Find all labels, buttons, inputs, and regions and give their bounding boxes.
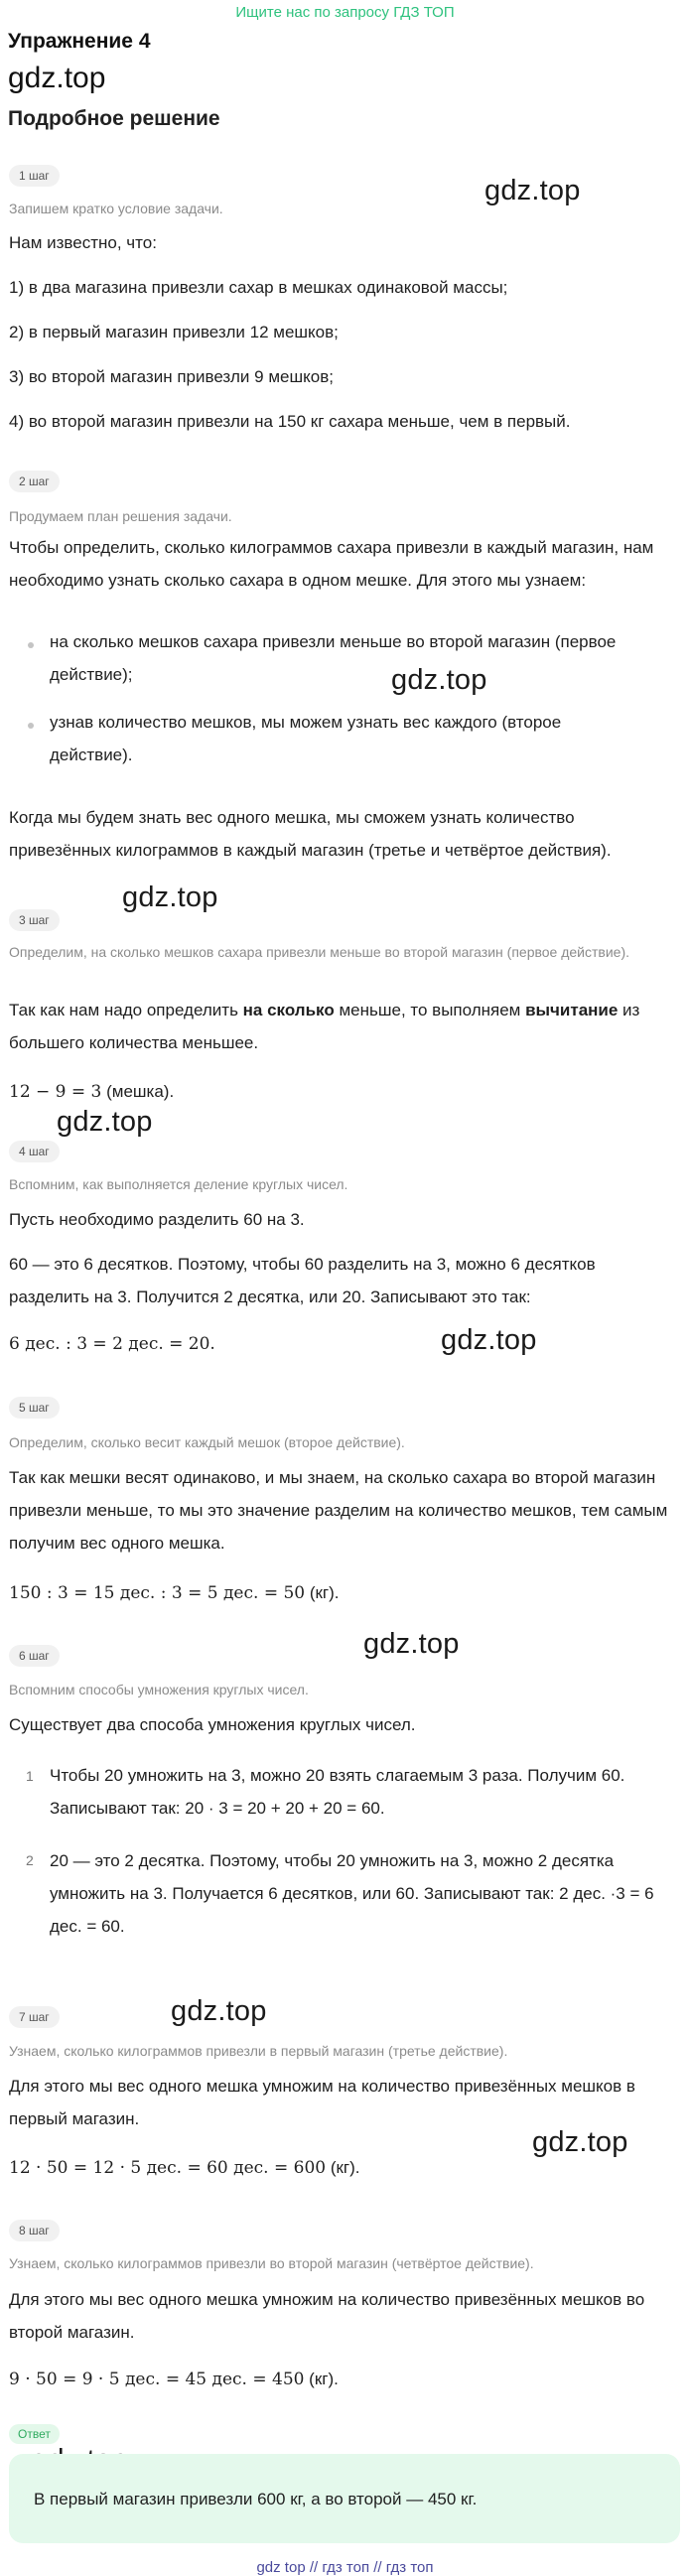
step-badge: 5 шаг	[9, 1397, 60, 1419]
formula-unit: (кг).	[326, 2158, 360, 2177]
step-badge: 1 шаг	[9, 165, 60, 187]
watermark: gdz.top	[484, 175, 581, 206]
formula	[9, 2363, 674, 2396]
condition-item: 3) во второй магазин привезли 9 мешков;	[9, 367, 334, 386]
step-hint: Вспомним, как выполняется деление круглых чисел.	[9, 1176, 348, 1192]
bold-term: вычитание	[525, 1001, 619, 1019]
step-hint: Определим, на сколько мешков сахара привезли меньше во второй магазин (первое действие).	[9, 944, 630, 960]
step-text: 60 — это 6 десятков. Поэтому, чтобы 60 разделить на 3, можно 6 десятков разделить на 3. Получится 2 десятка, или 20. Записывают это так:	[9, 1255, 596, 1306]
bullet-item: на сколько мешков сахара привезли меньше во второй магазин (первое действие);	[50, 632, 617, 684]
step-text	[9, 994, 674, 1059]
list-number: 2	[26, 1852, 34, 1868]
formula	[9, 2151, 674, 2185]
condition-item: 4) во второй магазин привезли на 150 кг сахара меньше, чем в первый.	[9, 412, 571, 431]
step-hint: Запишем кратко условие задачи.	[9, 201, 223, 216]
formula-unit: (мешка).	[101, 1082, 175, 1101]
step-badge: 7 шаг	[9, 2006, 60, 2028]
list-number: 1	[26, 1768, 34, 1784]
step-badge: 6 шаг	[9, 1645, 60, 1667]
footer-links[interactable]: gdz top // гдз топ // гдз топ	[256, 2559, 434, 2576]
condition-item: 1) в два магазина привезли сахар в мешках одинаковой массы;	[9, 278, 508, 297]
step-text: Для этого мы вес одного мешка умножим на количество привезённых мешков во второй магазин.	[9, 2290, 645, 2342]
text-part: меньше, то выполняем	[334, 1001, 526, 1019]
top-banner[interactable]: Ищите нас по запросу ГДЗ ТОП	[235, 4, 455, 21]
bullet-item: узнав количество мешков, мы можем узнать вес каждого (второе действие).	[50, 713, 562, 764]
formula-math: 150 : 3 = 15 дес. : 3 = 5 дес. = 50	[9, 1583, 306, 1603]
step-text: Нам известно, что:	[9, 233, 157, 252]
formula-math: 12 · 50 = 12 · 5 дес. = 60 дес. = 600	[9, 2158, 327, 2178]
formula: 6 дес. : 3 = 2 дес. = 20.	[9, 1334, 215, 1354]
step-hint: Вспомним способы умножения круглых чисел.	[9, 1682, 309, 1697]
answer-badge: Ответ	[9, 2424, 60, 2444]
step-badge: 4 шаг	[9, 1141, 60, 1162]
watermark: gdz.top	[441, 1324, 537, 1356]
watermark: gdz.top	[532, 2126, 628, 2158]
step-badge: 3 шаг	[9, 909, 60, 931]
step-text: Когда мы будем знать вес одного мешка, мы сможем узнать количество привезённых килограммов в каждый магазин (третье и четвёртое действия).	[9, 808, 612, 860]
step-text: Чтобы определить, сколько килограммов сахара привезли в каждый магазин, нам необходимо узнать сколько сахара в одном мешке. Для этого мы узнаем:	[9, 538, 654, 590]
solution-heading: Подробное решение	[8, 107, 220, 130]
bullet-dot	[28, 723, 34, 729]
formula-unit: (кг).	[305, 1583, 340, 1602]
text-part: Так как нам надо определить	[9, 1001, 243, 1019]
step-badge: 8 шаг	[9, 2220, 60, 2241]
watermark: gdz.top	[171, 1995, 267, 2027]
step-text: Пусть необходимо разделить 60 на 3.	[9, 1210, 305, 1229]
list-item: 20 — это 2 десятка. Поэтому, чтобы 20 умножить на 3, можно 2 десятка умножить на 3. Получается 6 десятков, или 60. Записывают так: 2 дес. ·3 = 6 дес. = 60.	[50, 1851, 654, 1936]
step-hint: Продумаем план решения задачи.	[9, 508, 232, 524]
watermark: gdz.top	[391, 664, 487, 696]
bold-term: на сколько	[242, 1001, 335, 1019]
formula-math: 12 − 9 = 3	[9, 1082, 102, 1102]
exercise-title: Упражнение 4	[8, 30, 151, 53]
formula-math: 9 · 50 = 9 · 5 дес. = 45 дес. = 450	[9, 2370, 305, 2389]
formula	[9, 1075, 674, 1109]
step-text: Существует два способа умножения круглых чисел.	[9, 1715, 416, 1734]
bullet-dot	[28, 642, 34, 648]
watermark: gdz.top	[363, 1628, 460, 1660]
step-badge: 2 шаг	[9, 471, 60, 492]
list-item: Чтобы 20 умножить на 3, можно 20 взять слагаемым 3 раза. Получим 60. Записывают так: 20 · 3 = 20 + 20 + 20 = 60.	[50, 1766, 625, 1818]
watermark: gdz.top	[57, 1106, 153, 1138]
step-text: Для этого мы вес одного мешка умножим на количество привезённых мешков в первый магазин.	[9, 2077, 635, 2128]
formula-unit: (кг).	[304, 2370, 339, 2388]
step-hint: Определим, сколько весит каждый мешок (второе действие).	[9, 1434, 405, 1450]
step-hint: Узнаем, сколько килограммов привезли во второй магазин (четвёртое действие).	[9, 2255, 534, 2271]
step-text: Так как мешки весят одинаково, и мы знаем, на сколько сахара во второй магазин привезли меньше, то мы это значение разделим на количество мешков, тем самым получим вес одного мешка.	[9, 1468, 668, 1553]
formula	[9, 1576, 674, 1610]
step-hint: Узнаем, сколько килограммов привезли в первый магазин (третье действие).	[9, 2043, 508, 2059]
text-part: из большего количества меньшее.	[9, 1001, 640, 1052]
watermark: gdz.top	[122, 881, 218, 913]
brand-logo[interactable]: gdz.top	[8, 62, 106, 94]
condition-item: 2) в первый магазин привезли 12 мешков;	[9, 323, 339, 341]
answer-text: В первый магазин привезли 600 кг, а во второй — 450 кг.	[34, 2490, 478, 2508]
